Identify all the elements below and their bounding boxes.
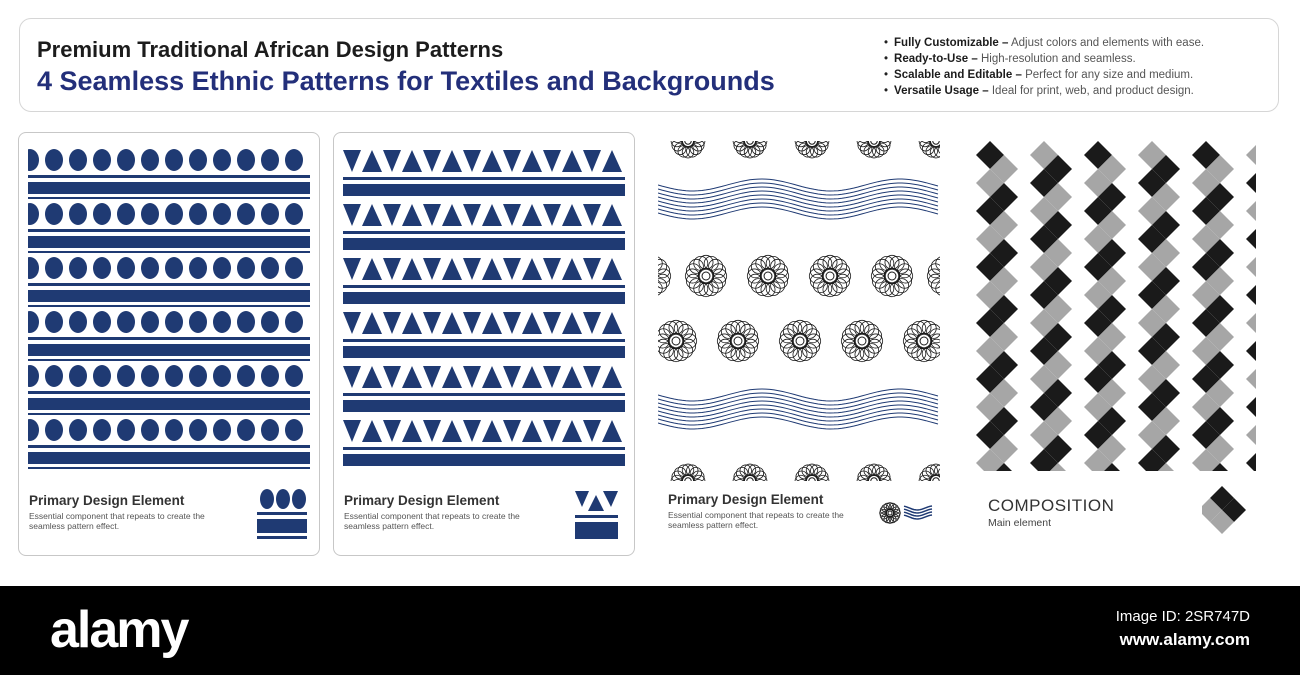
image-id: Image ID: 2SR747D: [1115, 608, 1250, 625]
triangles-pattern-preview: [343, 142, 625, 482]
site-link[interactable]: www.alamy.com: [1119, 630, 1250, 649]
composition-title: COMPOSITION: [988, 496, 1115, 515]
page-subtitle: 4 Seamless Ethnic Patterns for Textiles and Backgrounds: [37, 66, 775, 96]
diamond-element-icon: [1202, 484, 1250, 540]
pattern-card-triangles[interactable]: [333, 132, 635, 556]
card-description: Essential component that repeats to create the seamless pattern effect.: [668, 510, 844, 530]
feature-item: [884, 83, 1204, 99]
pattern-card-rosettes[interactable]: [648, 132, 950, 556]
feature-list: [884, 35, 1204, 99]
card-title: Primary Design Element: [344, 493, 500, 508]
feature-item: [884, 35, 1204, 51]
card-description: Essential component that repeats to create the seamless pattern effect.: [29, 511, 205, 531]
card-title: Primary Design Element: [29, 493, 185, 508]
page-title: Premium Traditional African Design Patterns: [37, 37, 504, 62]
feature-item: [884, 51, 1204, 67]
card-title: Primary Design Element: [668, 492, 824, 507]
dots-element-icon: [257, 485, 309, 541]
footer-bar: [0, 586, 1300, 675]
triangle-element-icon: [574, 489, 620, 543]
feature-text: Perfect for any size and medium.: [1025, 69, 1194, 81]
diamonds-pattern-preview: [974, 141, 1256, 471]
dots-pattern-preview: [28, 142, 310, 482]
feature-label: Ready-to-Use –: [894, 53, 978, 65]
feature-label: Versatile Usage –: [894, 85, 989, 97]
feature-text: Ideal for print, web, and product design.: [991, 85, 1194, 97]
feature-text: High-resolution and seamless.: [980, 53, 1136, 65]
composition-subtitle: Main element: [988, 517, 1052, 529]
pattern-card-diamonds[interactable]: [964, 132, 1266, 556]
header-panel: [19, 18, 1279, 112]
alamy-logo[interactable]: alamy: [50, 601, 188, 659]
feature-text: Adjust colors and elements with ease.: [1010, 37, 1205, 49]
feature-label: Fully Customizable –: [894, 37, 1009, 49]
rosette-element-icon: [878, 500, 934, 526]
card-description: Essential component that repeats to create the seamless pattern effect.: [344, 511, 520, 531]
pattern-card-dots[interactable]: [18, 132, 320, 556]
rosettes-pattern-preview: [658, 141, 940, 481]
feature-label: Scalable and Editable –: [894, 69, 1022, 81]
feature-item: [884, 67, 1204, 83]
